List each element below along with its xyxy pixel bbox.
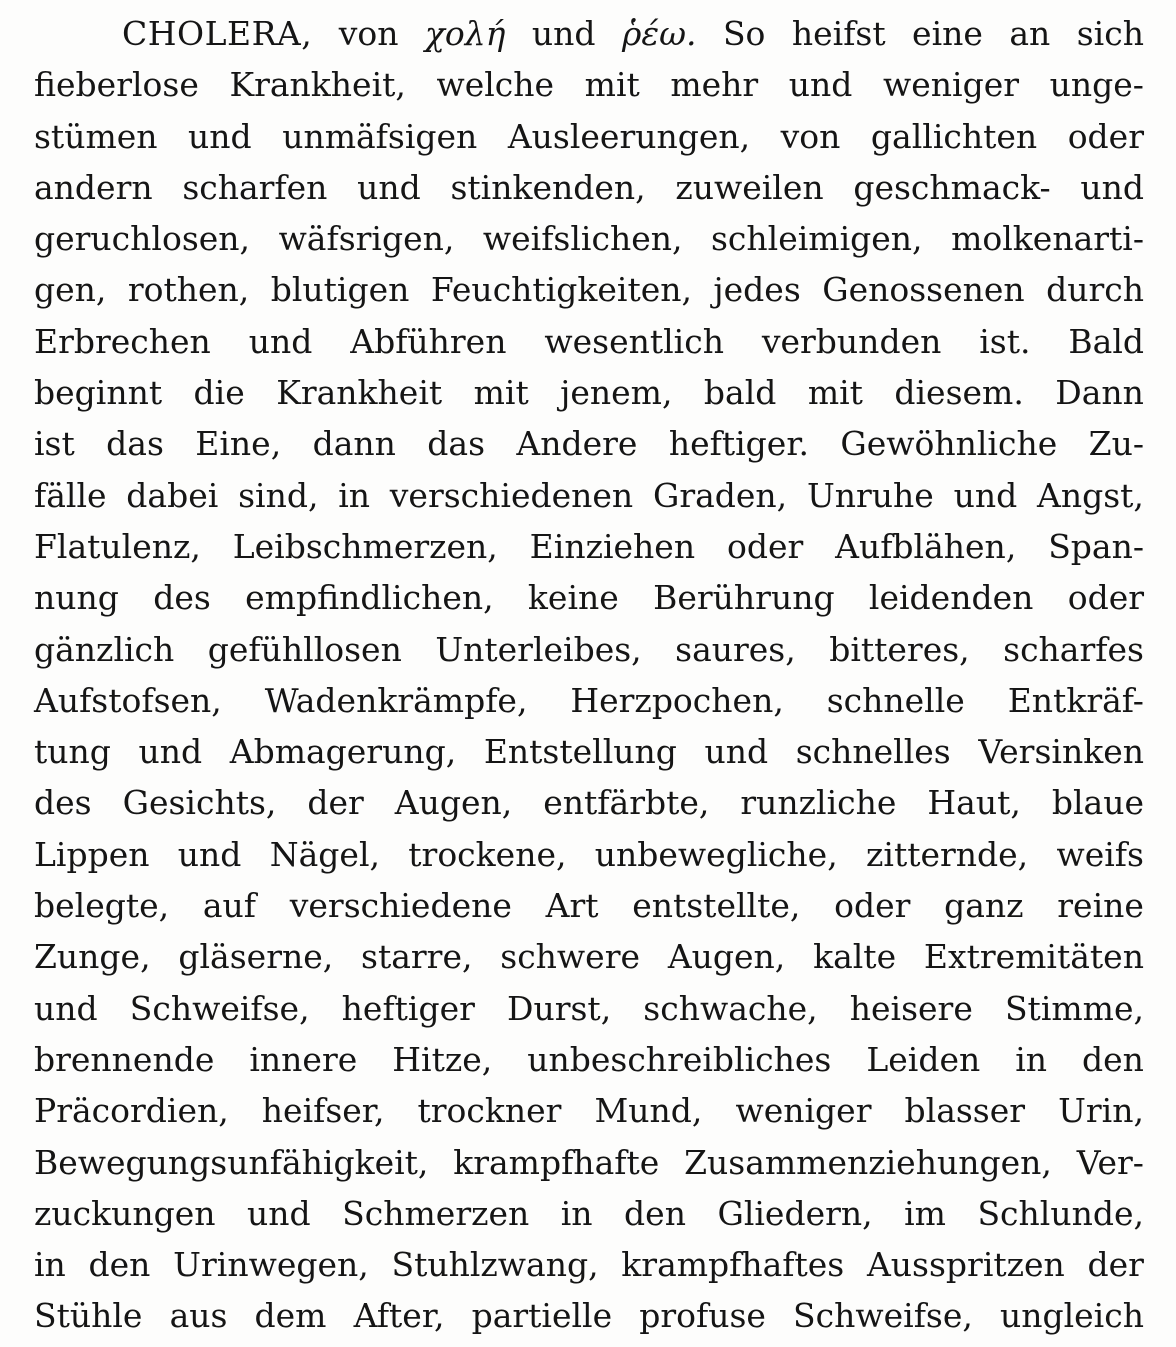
word: Schmerzen — [342, 1193, 530, 1233]
text-line — [34, 931, 1144, 982]
word: bald — [703, 373, 777, 413]
word: zitternde, — [866, 834, 1029, 874]
word: in — [1015, 1039, 1048, 1079]
word: jedes — [713, 270, 801, 310]
word: dem — [254, 1296, 327, 1336]
text-line — [34, 162, 1144, 213]
word: Nägel, — [269, 834, 380, 874]
word: fieberlose — [34, 65, 199, 105]
text-line — [34, 470, 1144, 521]
word: diesem. — [894, 373, 1024, 413]
word: Span- — [1048, 526, 1144, 566]
text-line — [34, 624, 1144, 675]
text-line — [34, 829, 1144, 880]
word: fälle — [34, 475, 107, 515]
word: Gliedern, — [717, 1193, 873, 1233]
word: der — [1087, 1245, 1144, 1285]
word: Einziehen — [529, 526, 696, 566]
word: Ver- — [1076, 1142, 1144, 1182]
word: saures, — [675, 629, 796, 669]
word: scharfen — [182, 167, 328, 207]
word: ist — [34, 424, 75, 464]
word: heftiger. — [668, 424, 809, 464]
word: ganz — [944, 886, 1024, 926]
word: das — [427, 424, 486, 464]
word: schnelles — [795, 732, 951, 772]
text-line — [34, 8, 1144, 59]
word: nung — [34, 578, 119, 618]
word: im — [904, 1193, 946, 1233]
word: und — [177, 834, 242, 874]
word: heisere — [849, 988, 973, 1028]
word: Abmagerung, — [229, 732, 457, 772]
word: der — [307, 783, 364, 823]
word: heifser, — [261, 1091, 385, 1131]
word: gen, — [34, 270, 107, 310]
word: und — [188, 116, 252, 156]
word: weniger — [735, 1091, 872, 1131]
word: wäfsrigen, — [278, 219, 455, 259]
word: Stühle — [34, 1296, 143, 1336]
word: beginnt — [34, 373, 163, 413]
word: weniger — [883, 65, 1020, 105]
word: starre, — [361, 937, 473, 977]
word: mit — [807, 373, 863, 413]
text-line — [34, 418, 1144, 469]
word: schwache, — [643, 988, 818, 1028]
word: kalte — [813, 937, 897, 977]
word: in — [338, 475, 371, 515]
word: Herzpochen, — [570, 680, 784, 720]
word: stümen — [34, 116, 158, 156]
word: weifslichen, — [482, 219, 683, 259]
word: Krankheit — [276, 373, 443, 413]
word: Zunge, — [34, 937, 151, 977]
word: Leiden — [866, 1039, 981, 1079]
word: dabei — [126, 475, 219, 515]
text-line — [34, 1290, 1144, 1341]
word: Augen, — [394, 783, 513, 823]
word: Haut, — [927, 783, 1021, 823]
word: Bald — [1068, 321, 1144, 361]
word: oder — [726, 526, 804, 566]
text-line — [34, 1085, 1144, 1136]
word: heifst — [791, 14, 886, 53]
word: unge- — [1049, 65, 1144, 105]
word: krampfhafte — [453, 1142, 660, 1182]
text-line — [34, 726, 1144, 777]
word: Schweifse, — [129, 988, 310, 1028]
word: Entkräf- — [1007, 680, 1144, 720]
word: Eine, — [195, 424, 282, 464]
word: Wadenkrämpfe, — [264, 680, 528, 720]
word: partielle — [471, 1296, 613, 1336]
word: Bewegungsunfähigkeit, — [34, 1142, 429, 1182]
word: After, — [353, 1296, 445, 1336]
text-line — [34, 213, 1144, 264]
word: jenem, — [560, 373, 673, 413]
word: Urinwegen, — [173, 1245, 369, 1285]
word: Dann — [1055, 373, 1144, 413]
word: geruchlosen, — [34, 219, 251, 259]
word: Präcordien, — [34, 1091, 229, 1131]
word: brennende — [34, 1039, 215, 1079]
word: molkenarti- — [951, 219, 1144, 259]
word: die — [193, 373, 245, 413]
word: krampfhaftes — [621, 1245, 845, 1285]
word: des — [34, 783, 92, 823]
word: welche — [436, 65, 555, 105]
word: Abführen — [350, 321, 507, 361]
word: scharfes — [1003, 629, 1144, 669]
text-line — [34, 675, 1144, 726]
text-line — [34, 880, 1144, 931]
word: unbewegliche, — [594, 834, 838, 874]
word: belegte, — [34, 886, 170, 926]
word: Aufblähen, — [835, 526, 1017, 566]
word: Schlunde, — [977, 1193, 1144, 1233]
word: Versinken — [978, 732, 1144, 772]
word: tung — [34, 732, 111, 772]
text-line — [34, 367, 1144, 418]
text-line — [34, 777, 1144, 828]
word: Stimme, — [1004, 988, 1144, 1028]
text-line — [34, 1137, 1144, 1188]
word: den — [1082, 1039, 1144, 1079]
word: sind, — [238, 475, 319, 515]
word: reine — [1057, 886, 1144, 926]
word: und — [138, 732, 203, 772]
word: geschmack- — [853, 167, 1051, 207]
word: Gesichts, — [122, 783, 277, 823]
word: bitteres, — [829, 629, 970, 669]
word: den — [88, 1245, 151, 1285]
word: Urin, — [1058, 1091, 1144, 1131]
word: blutigen — [270, 270, 410, 310]
word: an — [1009, 14, 1051, 53]
word: Art — [545, 886, 599, 926]
word: mit — [584, 65, 640, 105]
word: unmäfsigen — [282, 116, 478, 156]
word: das — [106, 424, 164, 464]
word: Unruhe — [806, 475, 934, 515]
word: profuse — [639, 1296, 766, 1336]
word: ist. — [979, 321, 1031, 361]
word: und — [531, 14, 596, 53]
word: gallichten — [870, 116, 1038, 156]
word: durch — [1046, 270, 1144, 310]
word: zuckungen — [34, 1193, 216, 1233]
word: zuweilen — [675, 167, 824, 207]
word: heftiger — [341, 988, 475, 1028]
word: Andere — [516, 424, 638, 464]
word: wesentlich — [544, 321, 724, 361]
word: innere — [249, 1039, 358, 1079]
word: oder — [834, 886, 911, 926]
word: und — [788, 65, 853, 105]
word: trockner — [417, 1091, 562, 1131]
word: trockene, — [408, 834, 567, 874]
word: χολή — [424, 14, 506, 53]
word: stinkenden, — [450, 167, 646, 207]
word: Ausleerungen, — [507, 116, 751, 156]
word: und — [248, 321, 313, 361]
word: ῥέω. — [621, 14, 697, 53]
word: andern — [34, 167, 153, 207]
word: auf — [202, 886, 257, 926]
text-line — [34, 111, 1144, 162]
word: Entstellung — [483, 732, 677, 772]
word: Angst, — [1037, 475, 1144, 515]
word: Lippen — [34, 834, 150, 874]
word: So — [722, 14, 766, 53]
word: oder — [1067, 116, 1144, 156]
word: Extremitäten — [923, 937, 1144, 977]
word: Genossenen — [822, 270, 1025, 310]
text-line — [34, 1239, 1144, 1290]
word: Zu- — [1088, 424, 1144, 464]
word: blasser — [904, 1091, 1026, 1131]
word: Krankheit, — [229, 65, 406, 105]
word: verschiedene — [289, 886, 512, 926]
word: aus — [169, 1296, 228, 1336]
word: und — [953, 475, 1018, 515]
word: mit — [473, 373, 529, 413]
word: entstellte, — [632, 886, 801, 926]
text-block — [34, 8, 1144, 1342]
word: Schweifse, — [793, 1296, 973, 1336]
word: unbeschreibliches — [527, 1039, 832, 1079]
word: entfärbte, — [543, 783, 710, 823]
word: den — [624, 1193, 686, 1233]
word: Unterleibes, — [435, 629, 642, 669]
word: in — [560, 1193, 593, 1233]
word: schnelle — [826, 680, 965, 720]
word: Gewöhnliche — [840, 424, 1058, 464]
word: empfindlichen, — [245, 578, 494, 618]
text-line — [34, 264, 1144, 315]
word: Berührung — [653, 578, 835, 618]
text-line — [34, 1188, 1144, 1239]
word: oder — [1067, 578, 1144, 618]
word: eine — [912, 14, 983, 53]
word: Graden, — [652, 475, 788, 515]
word: und — [1080, 167, 1144, 207]
word: und — [357, 167, 421, 207]
word: keine — [527, 578, 619, 618]
word: Stuhlzwang, — [391, 1245, 599, 1285]
word: von — [780, 116, 841, 156]
word: verbunden — [761, 321, 942, 361]
word: Durst, — [507, 988, 612, 1028]
word: schwere — [500, 937, 641, 977]
word: Erbrechen — [34, 321, 211, 361]
word: Flatulenz, — [34, 526, 201, 566]
word: gläserne, — [178, 937, 334, 977]
word: rothen, — [127, 270, 250, 310]
word: schleimigen, — [711, 219, 923, 259]
word: blaue — [1051, 783, 1144, 823]
word: in — [34, 1245, 66, 1285]
word: Aufstofsen, — [34, 680, 222, 720]
word: ungleich — [999, 1296, 1144, 1336]
word: Mund, — [594, 1091, 703, 1131]
text-line — [34, 316, 1144, 367]
text-line — [34, 983, 1144, 1034]
word: gefühllosen — [207, 629, 402, 669]
word: dann — [312, 424, 396, 464]
word: gänzlich — [34, 629, 175, 669]
text-line — [34, 521, 1144, 572]
word: sich — [1076, 14, 1144, 53]
word: Feuchtigkeiten, — [430, 270, 692, 310]
word: runzliche — [740, 783, 897, 823]
text-line — [34, 59, 1144, 110]
word: verschiedenen — [389, 475, 634, 515]
word: Augen, — [667, 937, 786, 977]
word: Zusammenziehungen, — [684, 1142, 1052, 1182]
word: und — [34, 988, 98, 1028]
word: Hitze, — [392, 1039, 493, 1079]
word: und — [704, 732, 769, 772]
word: Leibschmerzen, — [232, 526, 498, 566]
word: mehr — [670, 65, 759, 105]
word: Ausspritzen — [866, 1245, 1065, 1285]
word: des — [153, 578, 211, 618]
text-line — [34, 572, 1144, 623]
word: leidenden — [868, 578, 1034, 618]
word: weifs — [1056, 834, 1144, 874]
text-line — [34, 1034, 1144, 1085]
word: von — [338, 14, 399, 53]
word: und — [247, 1193, 311, 1233]
word: CHOLERA, — [122, 14, 313, 53]
